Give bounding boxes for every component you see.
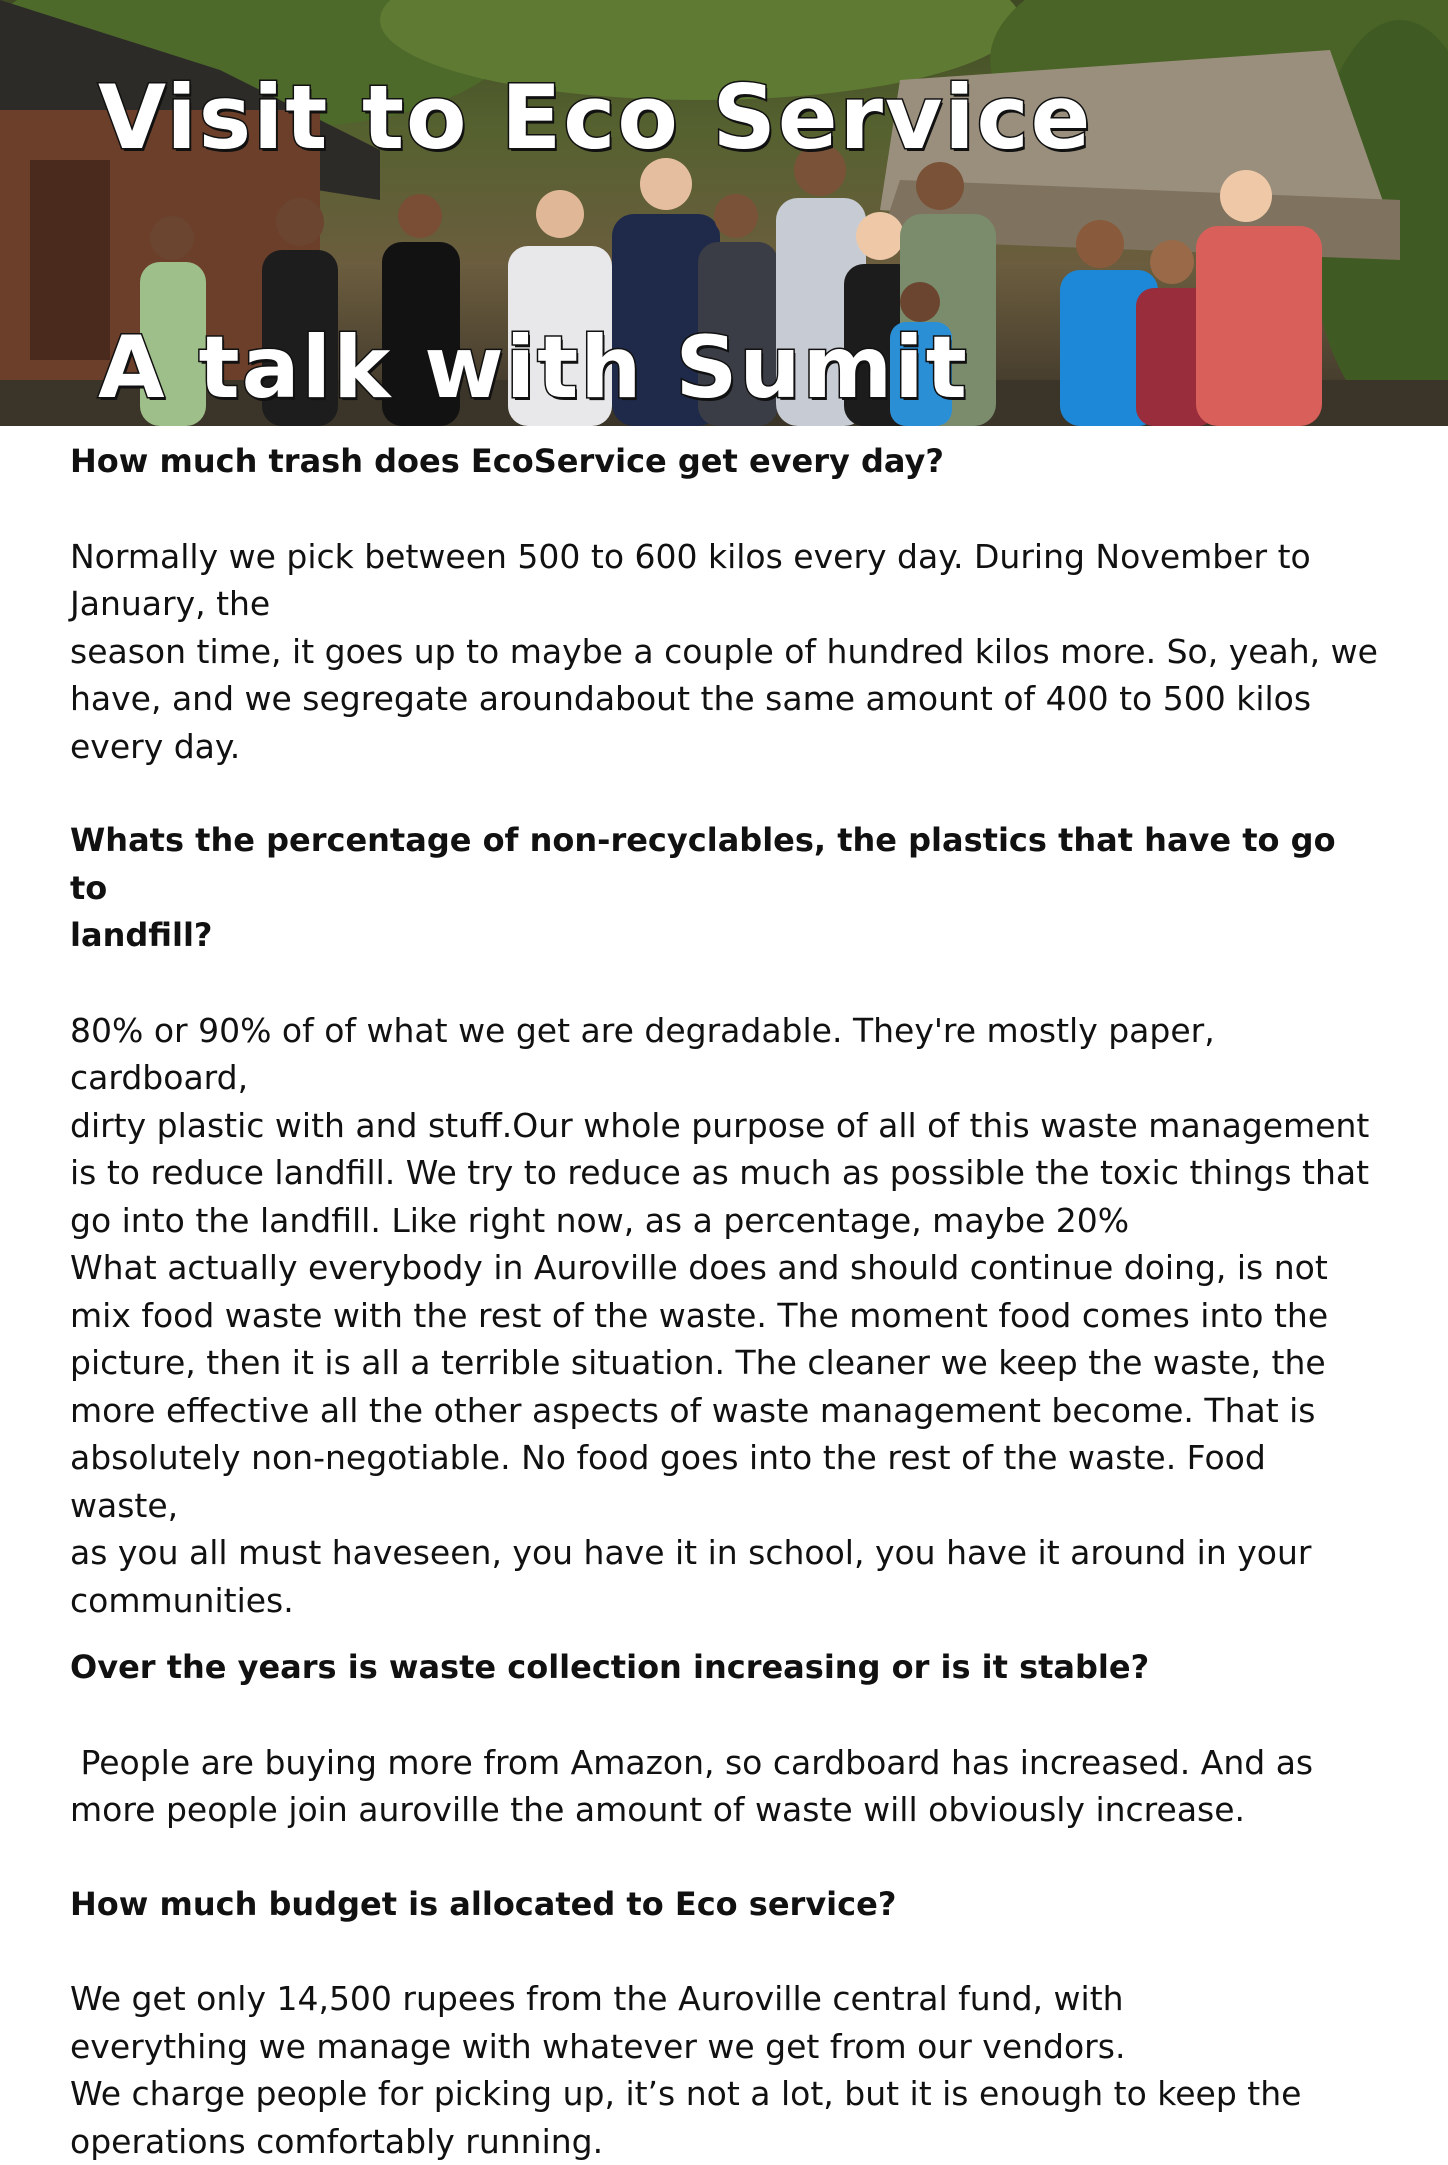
answer-1-line-5: every day.: [70, 723, 1380, 771]
spacer: [70, 1692, 1380, 1739]
spacer: [70, 486, 1380, 533]
answer-4-line-1: We get only 14,500 rupees from the Auroville central fund, with: [70, 1975, 1380, 2023]
answer-2-line-4: go into the landfill. Like right now, as a percentage, maybe 20%: [70, 1197, 1380, 1245]
answer-1-line-3: season time, it goes up to maybe a couple of hundred kilos more. So, yeah, we: [70, 628, 1380, 676]
answer-2-line-7: picture, then it is all a terrible situation. The cleaner we keep the waste, the: [70, 1339, 1380, 1387]
question-3: Over the years is waste collection increasing or is it stable?: [70, 1644, 1380, 1692]
answer-2-line-1: 80% or 90% of of what we get are degradable. They're mostly paper, cardboard,: [70, 1007, 1380, 1102]
answer-2-line-10: as you all must haveseen, you have it in school, you have it around in your: [70, 1529, 1380, 1577]
answer-3-line-2: more people join auroville the amount of waste will obviously increase.: [70, 1786, 1380, 1834]
hero-title: Visit to Eco Service: [98, 66, 1092, 169]
answer-2-line-9: absolutely non-negotiable. No food goes into the rest of the waste. Food waste,: [70, 1434, 1380, 1529]
answer-2-line-5: What actually everybody in Auroville does and should continue doing, is not: [70, 1244, 1380, 1292]
interview-content: [70, 438, 1380, 2165]
answer-1-line-4: have, and we segregate aroundabout the same amount of 400 to 500 kilos: [70, 675, 1380, 723]
answer-2-line-3: is to reduce landfill. We try to reduce as much as possible the toxic things that: [70, 1149, 1380, 1197]
answer-2-line-6: mix food waste with the rest of the waste. The moment food comes into the: [70, 1292, 1380, 1340]
question-4: How much budget is allocated to Eco service?: [70, 1881, 1380, 1929]
hero-photo-banner: [0, 0, 1448, 426]
hero-subtitle: A talk with Sumit: [98, 318, 969, 418]
spacer: [70, 1624, 1380, 1644]
answer-4-line-4: operations comfortably running.: [70, 2118, 1380, 2165]
answer-2-line-2: dirty plastic with and stuff.Our whole purpose of all of this waste management: [70, 1102, 1380, 1150]
spacer: [70, 1834, 1380, 1881]
answer-3-line-1: People are buying more from Amazon, so cardboard has increased. And as: [70, 1739, 1380, 1787]
spacer: [70, 1928, 1380, 1975]
question-2-line-2: landfill?: [70, 912, 1380, 960]
answer-1-line-2: January, the: [70, 580, 1380, 628]
question-2-line-1: Whats the percentage of non-recyclables, the plastics that have to go to: [70, 817, 1380, 912]
answer-1-line-1: Normally we pick between 500 to 600 kilos every day. During November to: [70, 533, 1380, 581]
question-1: How much trash does EcoService get every day?: [70, 438, 1380, 486]
answer-4-line-3: We charge people for picking up, it’s not a lot, but it is enough to keep the: [70, 2070, 1380, 2118]
spacer: [70, 960, 1380, 1007]
spacer: [70, 770, 1380, 817]
answer-4-line-2: everything we manage with whatever we get from our vendors.: [70, 2023, 1380, 2071]
answer-2-line-11: communities.: [70, 1577, 1380, 1625]
answer-2-line-8: more effective all the other aspects of waste management become. That is: [70, 1387, 1380, 1435]
